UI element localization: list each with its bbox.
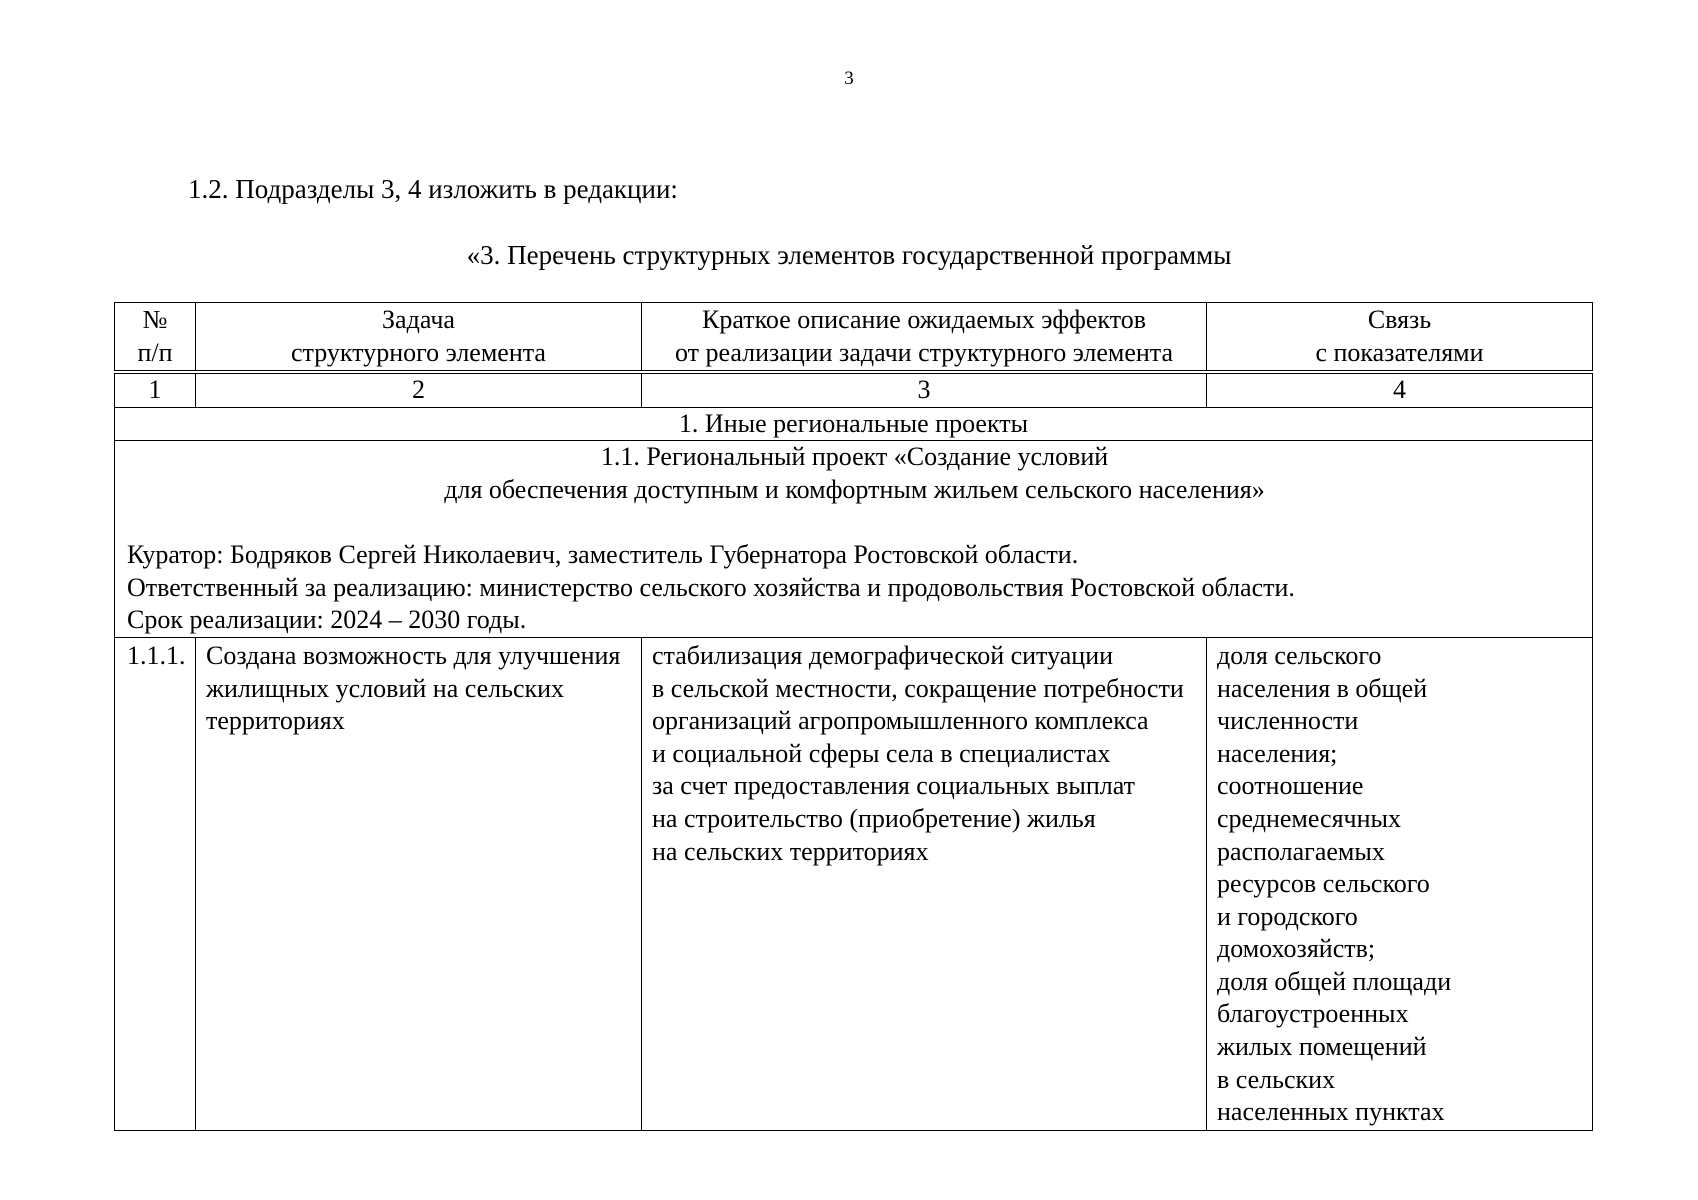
header-cell-number [115, 303, 196, 373]
project-responsible: Ответственный за реализацию: министерство сельского хозяйства и продовольствия Ростовской области. [127, 572, 1295, 602]
group-title: 1. Иные региональные проекты [115, 407, 1593, 441]
effects-line: стабилизация демографической ситуации [652, 640, 1114, 670]
column-number-cell: 3 [642, 372, 1207, 407]
header-line: п/п [137, 337, 173, 367]
row-indicators [1207, 637, 1593, 1130]
task-line: территориях [206, 706, 345, 736]
indicator-line: доля общей площади [1217, 966, 1452, 996]
row-task [196, 637, 642, 1130]
header-line: от реализации задачи структурного элемента [674, 337, 1174, 367]
indicator-line: соотношение [1217, 771, 1364, 801]
header-line: структурного элемента [291, 337, 546, 367]
indicator-line: населения; [1217, 738, 1338, 768]
project-info-row [115, 441, 1593, 638]
header-cell-indicators [1207, 303, 1593, 373]
header-cell-effects [642, 303, 1207, 373]
project-title-line: 1.1. Региональный проект «Создание условий [600, 442, 1109, 472]
header-line: Задача [382, 305, 455, 334]
spacer [127, 507, 1582, 540]
project-title-line: для обеспечения доступным и комфортным жильем сельского населения» [444, 474, 1265, 504]
table-header-row [115, 303, 1593, 373]
indicator-line: жилых помещений [1217, 1032, 1427, 1062]
page-number: 3 [844, 68, 854, 89]
effects-line: и социальной сферы села в специалистах [652, 738, 1111, 768]
project-curator: Куратор: Бодряков Сергей Николаевич, заместитель Губернатора Ростовской области. [127, 540, 1079, 570]
effects-line: на сельских территориях [652, 836, 929, 866]
indicator-line: среднемесячных [1217, 803, 1402, 833]
effects-line: на строительство (приобретение) жилья [652, 803, 1096, 833]
indicator-line: в сельских [1217, 1064, 1336, 1094]
column-number-cell: 4 [1207, 372, 1593, 407]
column-number-row [115, 372, 1593, 407]
header-line: Краткое описание ожидаемых эффектов [702, 305, 1146, 334]
effects-line: за счет предоставления социальных выплат [652, 771, 1136, 801]
group-title-row [115, 407, 1593, 441]
task-line: жилищных условий на сельских [206, 673, 565, 703]
project-term: Срок реализации: 2024 – 2030 годы. [127, 605, 527, 635]
indicator-line: численности [1217, 706, 1359, 736]
header-cell-task [196, 303, 642, 373]
column-number-cell: 1 [115, 372, 196, 407]
task-line: Создана возможность для улучшения [206, 640, 621, 670]
section-title: «3. Перечень структурных элементов государственной программы [466, 240, 1232, 270]
header-line: № [142, 305, 168, 334]
indicator-line: располагаемых [1217, 836, 1385, 866]
row-number: 1.1.1. [115, 637, 196, 1130]
indicator-line: населения в общей [1217, 673, 1428, 703]
row-effects [642, 637, 1207, 1130]
indicator-line: населенных пунктах [1217, 1097, 1445, 1127]
structural-elements-table [114, 302, 1593, 1131]
indicator-line: доля сельского [1217, 640, 1382, 670]
header-line: Связь [1367, 305, 1432, 334]
project-info-cell [115, 441, 1593, 638]
header-line: с показателями [1315, 337, 1484, 367]
intro-text: 1.2. Подразделы 3, 4 изложить в редакции: [188, 174, 678, 204]
indicator-line: домохозяйств; [1217, 934, 1376, 964]
effects-line: в сельской местности, сокращение потребности [652, 673, 1184, 703]
indicator-line: благоустроенных [1217, 999, 1409, 1029]
column-number-cell: 2 [196, 372, 642, 407]
table-row [115, 637, 1593, 1130]
effects-line: организаций агропромышленного комплекса [652, 706, 1149, 736]
indicator-line: ресурсов сельского [1217, 869, 1430, 899]
indicator-line: и городского [1217, 901, 1358, 931]
